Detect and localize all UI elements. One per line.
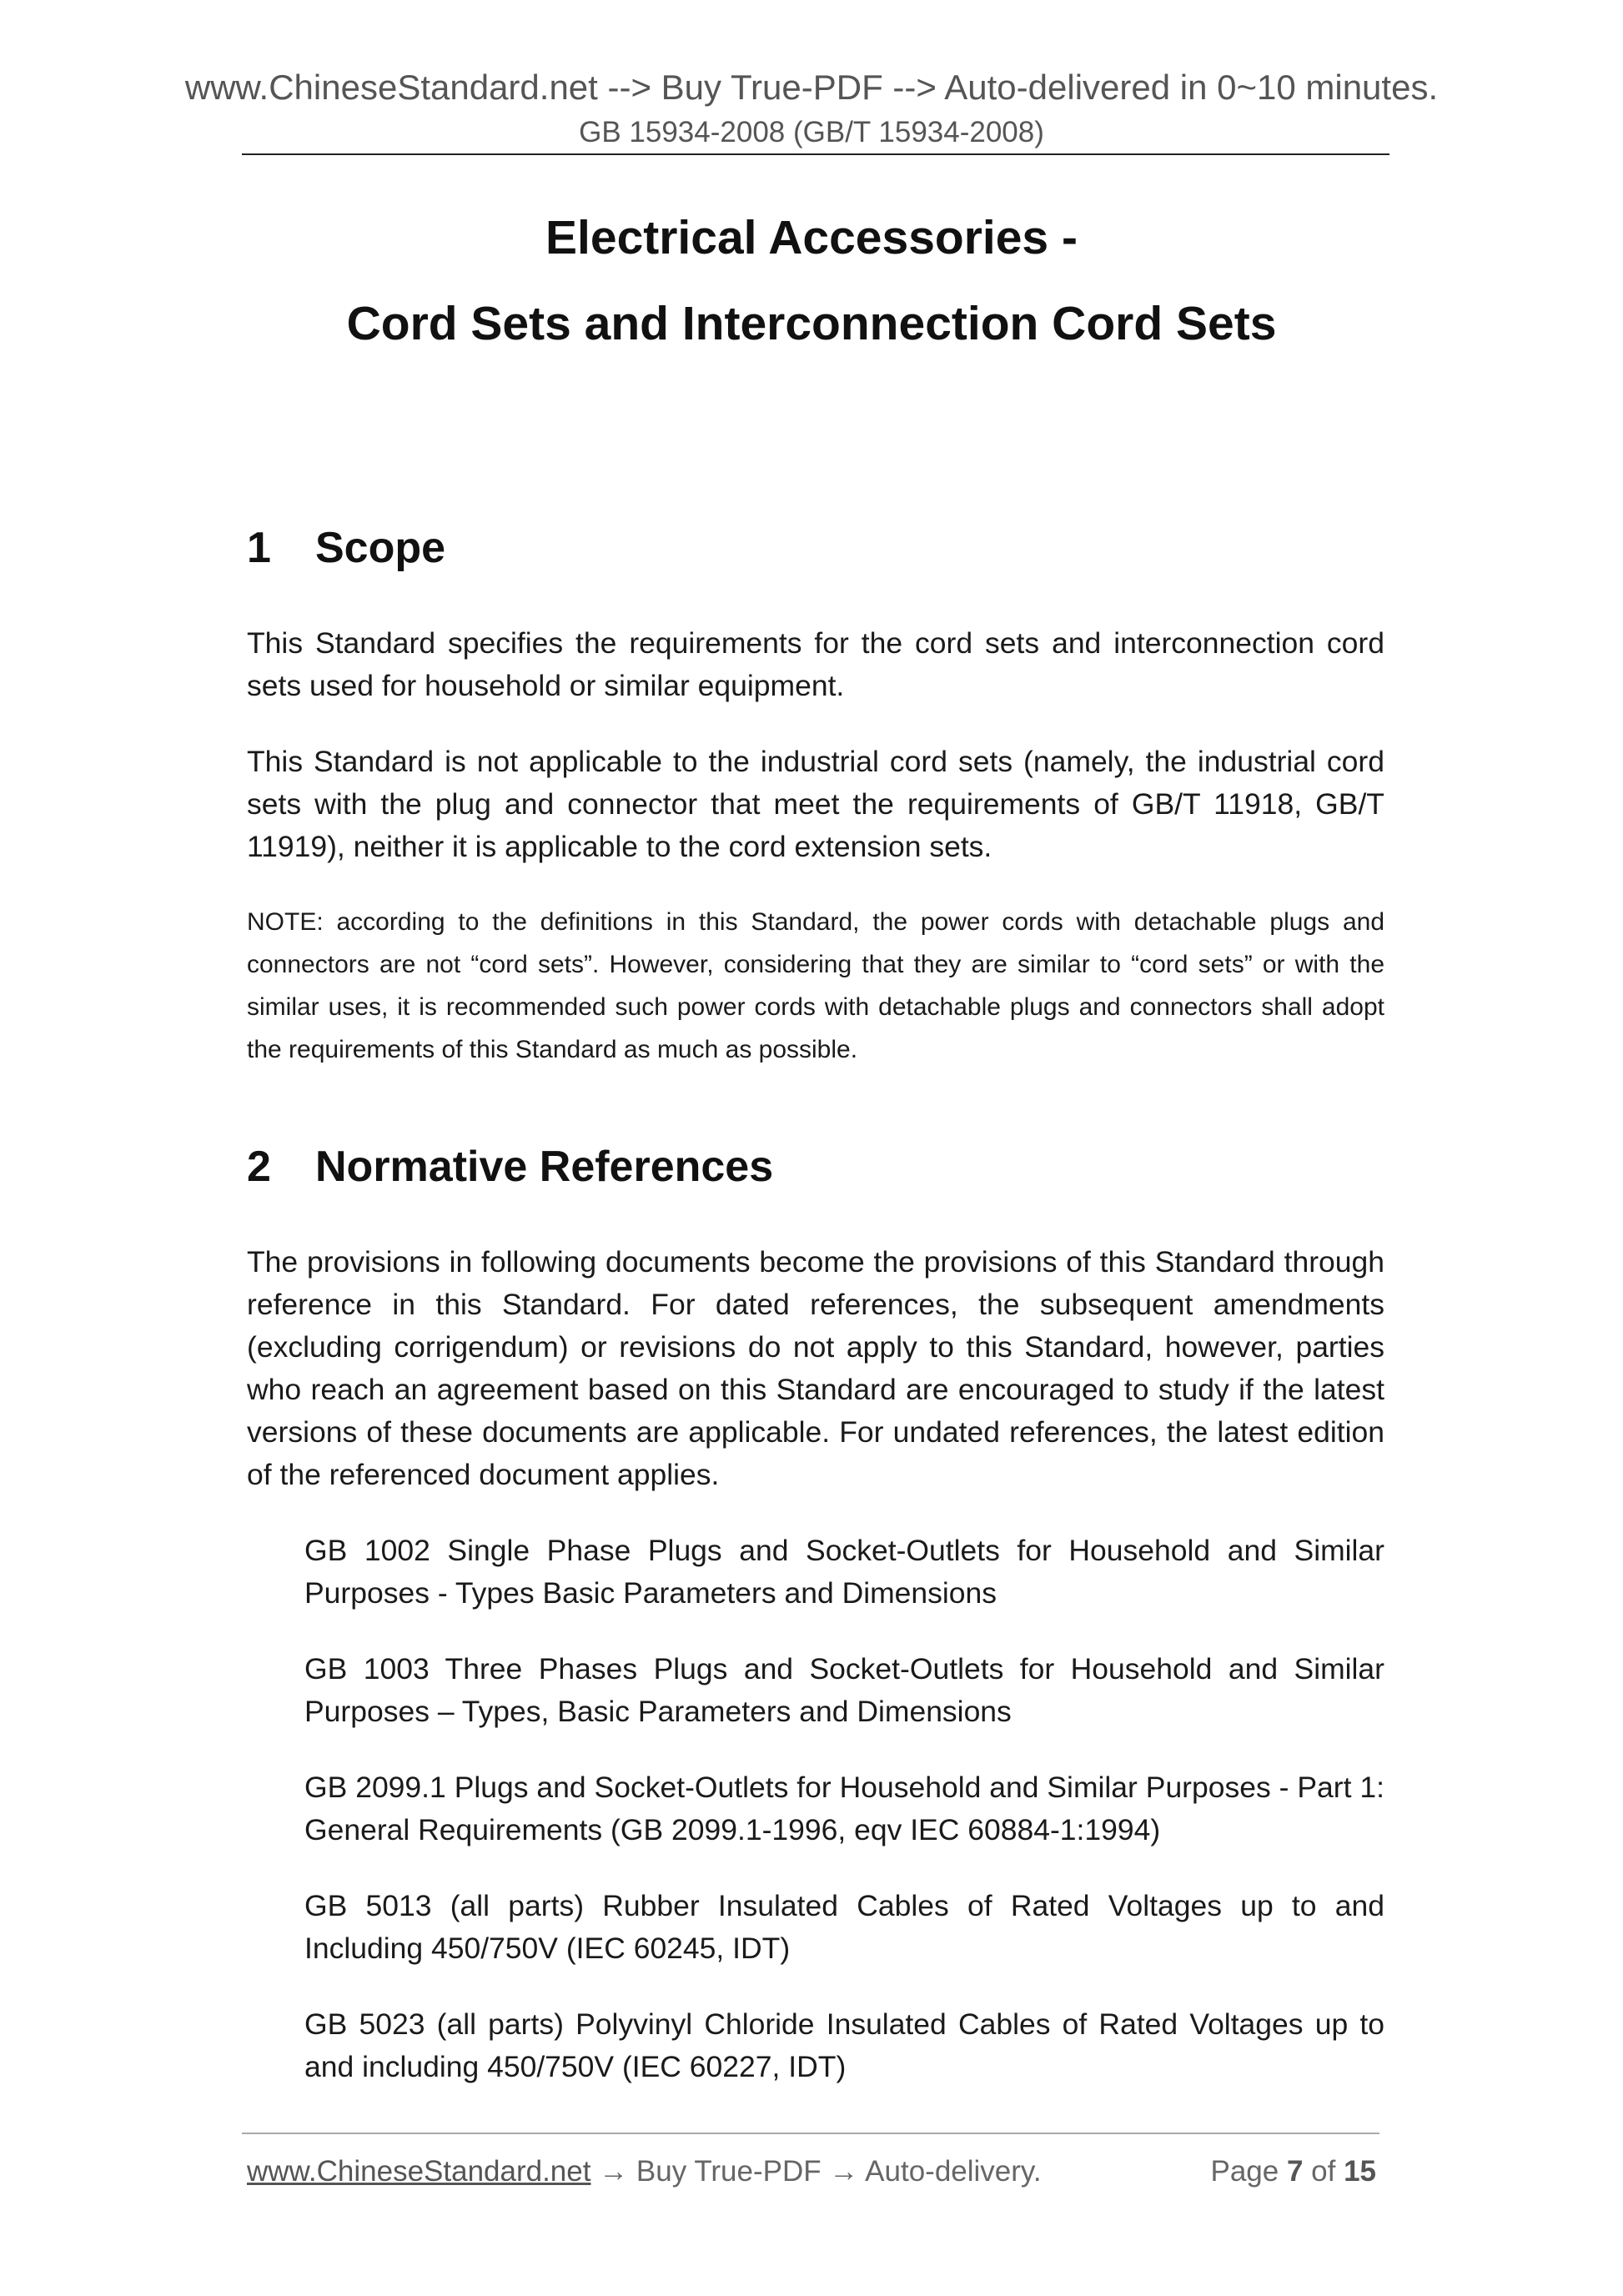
- section-2-number: 2: [247, 1143, 271, 1191]
- section-2-title: Normative References: [315, 1143, 774, 1191]
- footer-links: [247, 2154, 1042, 2189]
- scope-note: NOTE: according to the definitions in this Standard, the power cords with detachable plugs and connectors are not “cord sets”. However, considering that they are similar to “cord sets” or with the similar uses, it is recommended such power cords with detachable plugs and connectors shall adopt the requirements of this Standard as much as possible.: [247, 908, 1384, 1063]
- footer-site-link[interactable]: www.ChineseStandard.net: [247, 2155, 591, 2188]
- footer-divider: [242, 2133, 1379, 2134]
- page-of: of: [1303, 2155, 1344, 2188]
- footer-tagline: → Buy True-PDF → Auto-delivery.: [590, 2155, 1042, 2188]
- page-total: 15: [1344, 2155, 1376, 2188]
- page-number: [1210, 2154, 1376, 2189]
- document-title-line1: Electrical Accessories -: [545, 211, 1078, 264]
- reference-item: GB 2099.1 Plugs and Socket-Outlets for Household and Similar Purposes - Part 1: General Requirements (GB 2099.1-1996, eqv IEC 60884-1:1994): [304, 1771, 1384, 1846]
- reference-item: GB 1003 Three Phases Plugs and Socket-Outlets for Household and Similar Purposes – Types, Basic Parameters and Dimensions: [304, 1652, 1384, 1728]
- section-2-heading: [247, 1140, 773, 1193]
- section-1-number: 1: [247, 524, 271, 572]
- reference-item: GB 1002 Single Phase Plugs and Socket-Outlets for Household and Similar Purposes - Types Basic Parameters and Dimensions: [304, 1534, 1384, 1610]
- header-divider: [242, 153, 1389, 155]
- scope-paragraph-2: This Standard is not applicable to the industrial cord sets (namely, the industrial cord sets with the plug and connector that meet the requirements of GB/T 11918, GB/T 11919), neither it is applicable to the cord extension sets.: [247, 745, 1384, 863]
- references-intro-paragraph: The provisions in following documents become the provisions of this Standard through reference in this Standard. For dated references, the subsequent amendments (excluding corrigendum) or revisions do not apply to this Standard, however, parties who reach an agreement based on this Standard are encouraged to study if the latest versions of these documents are applicable. For undated references, the latest edition of the referenced document applies.: [247, 1245, 1384, 1491]
- header-standard-id: GB 15934-2008 (GB/T 15934-2008): [579, 116, 1044, 148]
- reference-item: GB 5023 (all parts) Polyvinyl Chloride Insulated Cables of Rated Voltages up to and including 450/750V (IEC 60227, IDT): [304, 2007, 1384, 2083]
- header-site-link[interactable]: www.ChineseStandard.net --> Buy True-PDF --> Auto-delivered in 0~10 minutes.: [184, 68, 1439, 107]
- section-1-heading: [247, 521, 445, 575]
- scope-paragraph-1: This Standard specifies the requirements for the cord sets and interconnection cord sets used for household or similar equipment.: [247, 626, 1384, 702]
- page-label: Page: [1210, 2155, 1287, 2188]
- document-title-line2: Cord Sets and Interconnection Cord Sets: [346, 297, 1277, 350]
- page-current: 7: [1286, 2155, 1304, 2188]
- section-1-title: Scope: [315, 524, 446, 572]
- reference-item: GB 5013 (all parts) Rubber Insulated Cables of Rated Voltages up to and Including 450/750V (IEC 60245, IDT): [304, 1889, 1384, 1965]
